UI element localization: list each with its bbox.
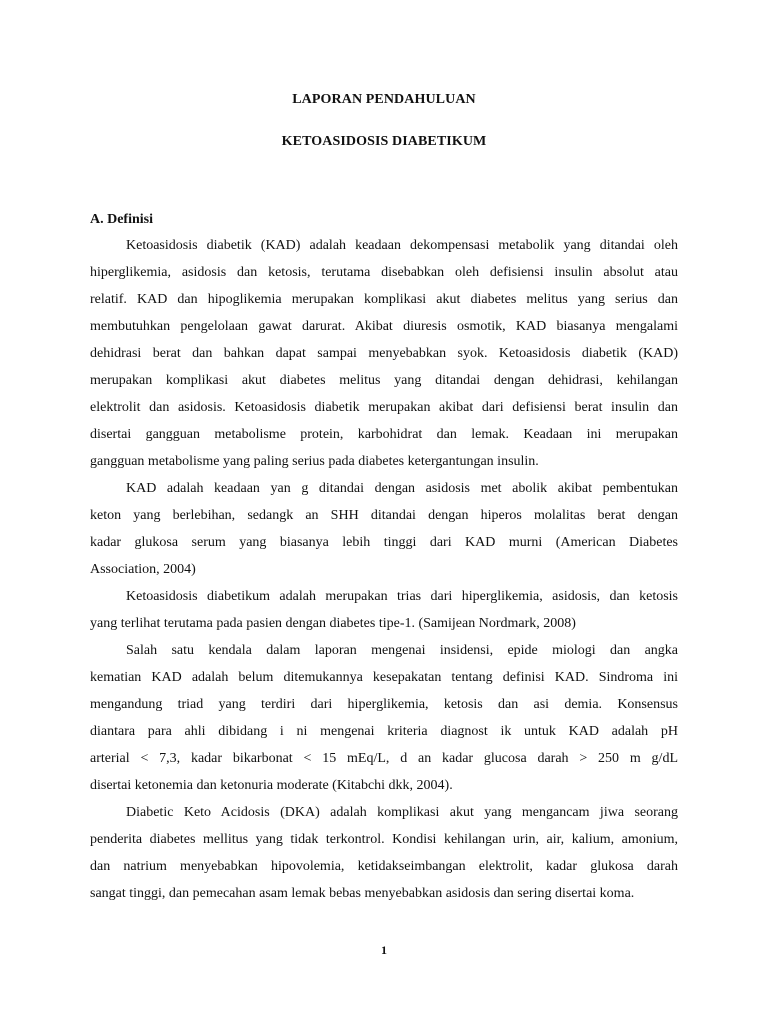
section-heading: A. Definisi bbox=[90, 212, 153, 227]
body-line: dan natrium menyebabkan hipovolemia, ketidakseimbangan elektrolit, kadar glukosa darah bbox=[90, 859, 678, 874]
body-line: mengandung triad yang terdiri dari hiperglikemia, ketosis dan asi demia. Konsensus bbox=[90, 697, 678, 712]
document-subtitle: KETOASIDOSIS DIABETIKUM bbox=[281, 134, 487, 149]
body-line: kadar glukosa serum yang biasanya lebih tinggi dari KAD murni (American Diabetes bbox=[90, 535, 678, 550]
body-line: Diabetic Keto Acidosis (DKA) adalah komplikasi akut yang mengancam jiwa seorang bbox=[126, 805, 678, 820]
document-title: LAPORAN PENDAHULUAN bbox=[292, 92, 476, 107]
body-line: relatif. KAD dan hipoglikemia merupakan komplikasi akut diabetes melitus yang serius dan bbox=[90, 292, 678, 307]
body-line: Ketoasidosis diabetik (KAD) adalah keadaan dekompensasi metabolik yang ditandai oleh bbox=[126, 238, 678, 253]
body-line: diantara para ahli dibidang i ni mengenai kriteria diagnost ik untuk KAD adalah pH bbox=[90, 724, 678, 739]
body-line: penderita diabetes mellitus yang tidak terkontrol. Kondisi kehilangan urin, air, kalium, amonium, bbox=[90, 832, 678, 847]
body-line: KAD adalah keadaan yan g ditandai dengan asidosis met abolik akibat pembentukan bbox=[126, 481, 678, 496]
body-line: keton yang berlebihan, sedangk an SHH ditandai dengan hiperos molalitas berat dengan bbox=[90, 508, 678, 523]
body-line: kematian KAD adalah belum ditemukannya kesepakatan tentang definisi KAD. Sindroma ini bbox=[90, 670, 678, 685]
body-line: hiperglikemia, asidosis dan ketosis, terutama disebabkan oleh defisiensi insulin absolut atau bbox=[90, 265, 678, 280]
body-line: sangat tinggi, dan pemecahan asam lemak bebas menyebabkan asidosis dan sering disertai koma. bbox=[90, 886, 635, 901]
body-line: disertai gangguan metabolisme protein, karbohidrat dan lemak. Keadaan ini merupakan bbox=[90, 427, 678, 442]
body-line: gangguan metabolisme yang paling serius pada diabetes ketergantungan insulin. bbox=[90, 454, 539, 469]
body-line: membutuhkan pengelolaan gawat darurat. Akibat diuresis osmotik, KAD biasanya mengalami bbox=[90, 319, 678, 334]
body-line: yang terlihat terutama pada pasien dengan diabetes tipe-1. (Samijean Nordmark, 2008) bbox=[90, 616, 576, 631]
body-line: Association, 2004) bbox=[90, 562, 196, 577]
body-line: merupakan komplikasi akut diabetes melitus yang ditandai dengan dehidrasi, kehilangan bbox=[90, 373, 678, 388]
page-number: 1 bbox=[381, 943, 387, 957]
body-line: dehidrasi berat dan bahkan dapat sampai menyebabkan syok. Ketoasidosis diabetik (KAD) bbox=[90, 346, 678, 361]
body-line: arterial < 7,3, kadar bikarbonat < 15 mEq/L, d an kadar glucosa darah > 250 m g/dL bbox=[90, 751, 678, 766]
body-line: disertai ketonemia dan ketonuria moderate (Kitabchi dkk, 2004). bbox=[90, 778, 453, 793]
body-line: Ketoasidosis diabetikum adalah merupakan trias dari hiperglikemia, asidosis, dan ketosis bbox=[126, 589, 678, 604]
body-line: Salah satu kendala dalam laporan mengenai insidensi, epide miologi dan angka bbox=[126, 643, 678, 658]
body-line: elektrolit dan asidosis. Ketoasidosis diabetik merupakan akibat dari defisiensi berat insulin dan bbox=[90, 400, 678, 415]
